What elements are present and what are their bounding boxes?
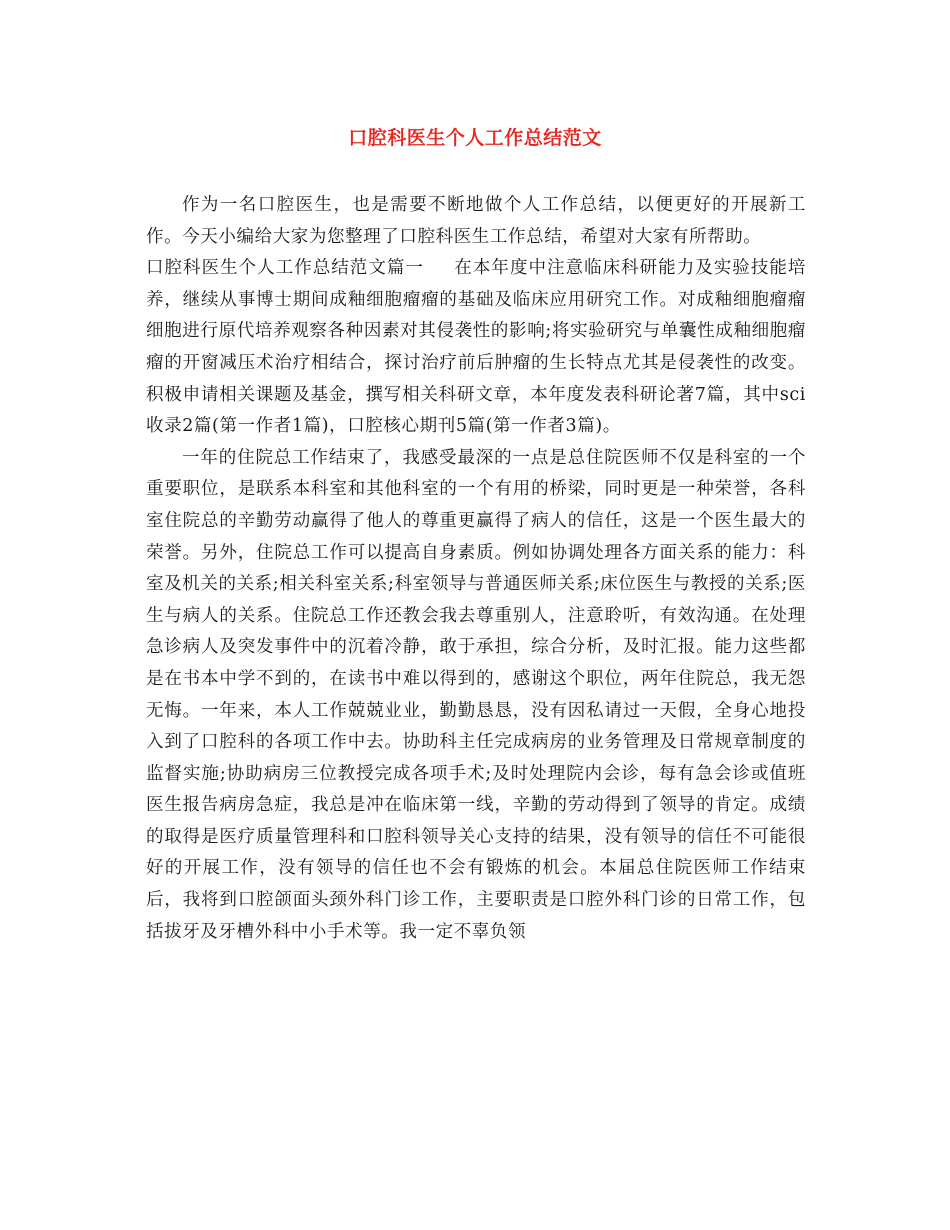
intro-paragraph: 作为一名口腔医生，也是需要不断地做个人工作总结，以便更好的开展新工作。今天小编给大家为您整理了口腔科医生工作总结，希望对大家有所帮助。	[146, 195, 806, 247]
document-title: 口腔科医生个人工作总结范文	[348, 127, 602, 149]
section-paragraph-text: 在本年度中注意临床科研能力及实验技能培养，继续从事博士期间成釉细胞瘤瘤的基础及临床应用研究工作。对成釉细胞瘤瘤细胞进行原代培养观察各种因素对其侵袭性的影响;将实验研究与单囊性成釉细胞瘤瘤的开窗减压术治疗相结合，探讨治疗前后肿瘤的生长特点尤其是侵袭性的改变。积极申请相关课题及基金，撰写相关科研文章，本年度发表科研论著7篇，其中sci收录2篇(第一作者1篇)，口腔核心期刊5篇(第一作者3篇)。	[146, 258, 806, 437]
document-body	[146, 190, 806, 948]
body-paragraph-2: 一年的住院总工作结束了，我感受最深的一点是总住院医师不仅是科室的一个重要职位，是联系本科室和其他科室的一个有用的桥梁，同时更是一种荣誉，各科室住院总的辛勤劳动赢得了他人的尊重更赢得了病人的信任，这是一个医生最大的荣誉。另外，住院总工作可以提高自身素质。例如协调处理各方面关系的能力：科室及机关的关系;相关科室关系;科室领导与普通医师关系;床位医生与教授的关系;医生与病人的关系。住院总工作还教会我去尊重别人，注意聆听，有效沟通。在处理急诊病人及突发事件中的沉着冷静，敢于承担，综合分析，及时汇报。能力这些都是在书本中学不到的，在读书中难以得到的，感谢这个职位，两年住院总，我无怨无悔。一年来，本人工作兢兢业业，勤勤恳恳，没有因私请过一天假，全身心地投入到了口腔科的各项工作中去。协助科主任完成病房的业务管理及日常规章制度的监督实施;协助病房三位教授完成各项手术;及时处理院内会诊，每有急会诊或值班医生报告病房急症，我总是冲在临床第一线，辛勤的劳动得到了领导的肯定。成绩的取得是医疗质量管理科和口腔科领导关心支持的结果，没有领导的信任不可能很好的开展工作，没有领导的信任也不会有锻炼的机会。本届总住院医师工作结束后，我将到口腔颌面头颈外科门诊工作，主要职责是口腔外科门诊的日常工作，包括拔牙及牙槽外科中小手术等。我一定不辜负领	[146, 447, 806, 942]
section-heading: 口腔科医生个人工作总结范文篇一	[146, 258, 424, 279]
section-paragraph	[146, 253, 806, 443]
